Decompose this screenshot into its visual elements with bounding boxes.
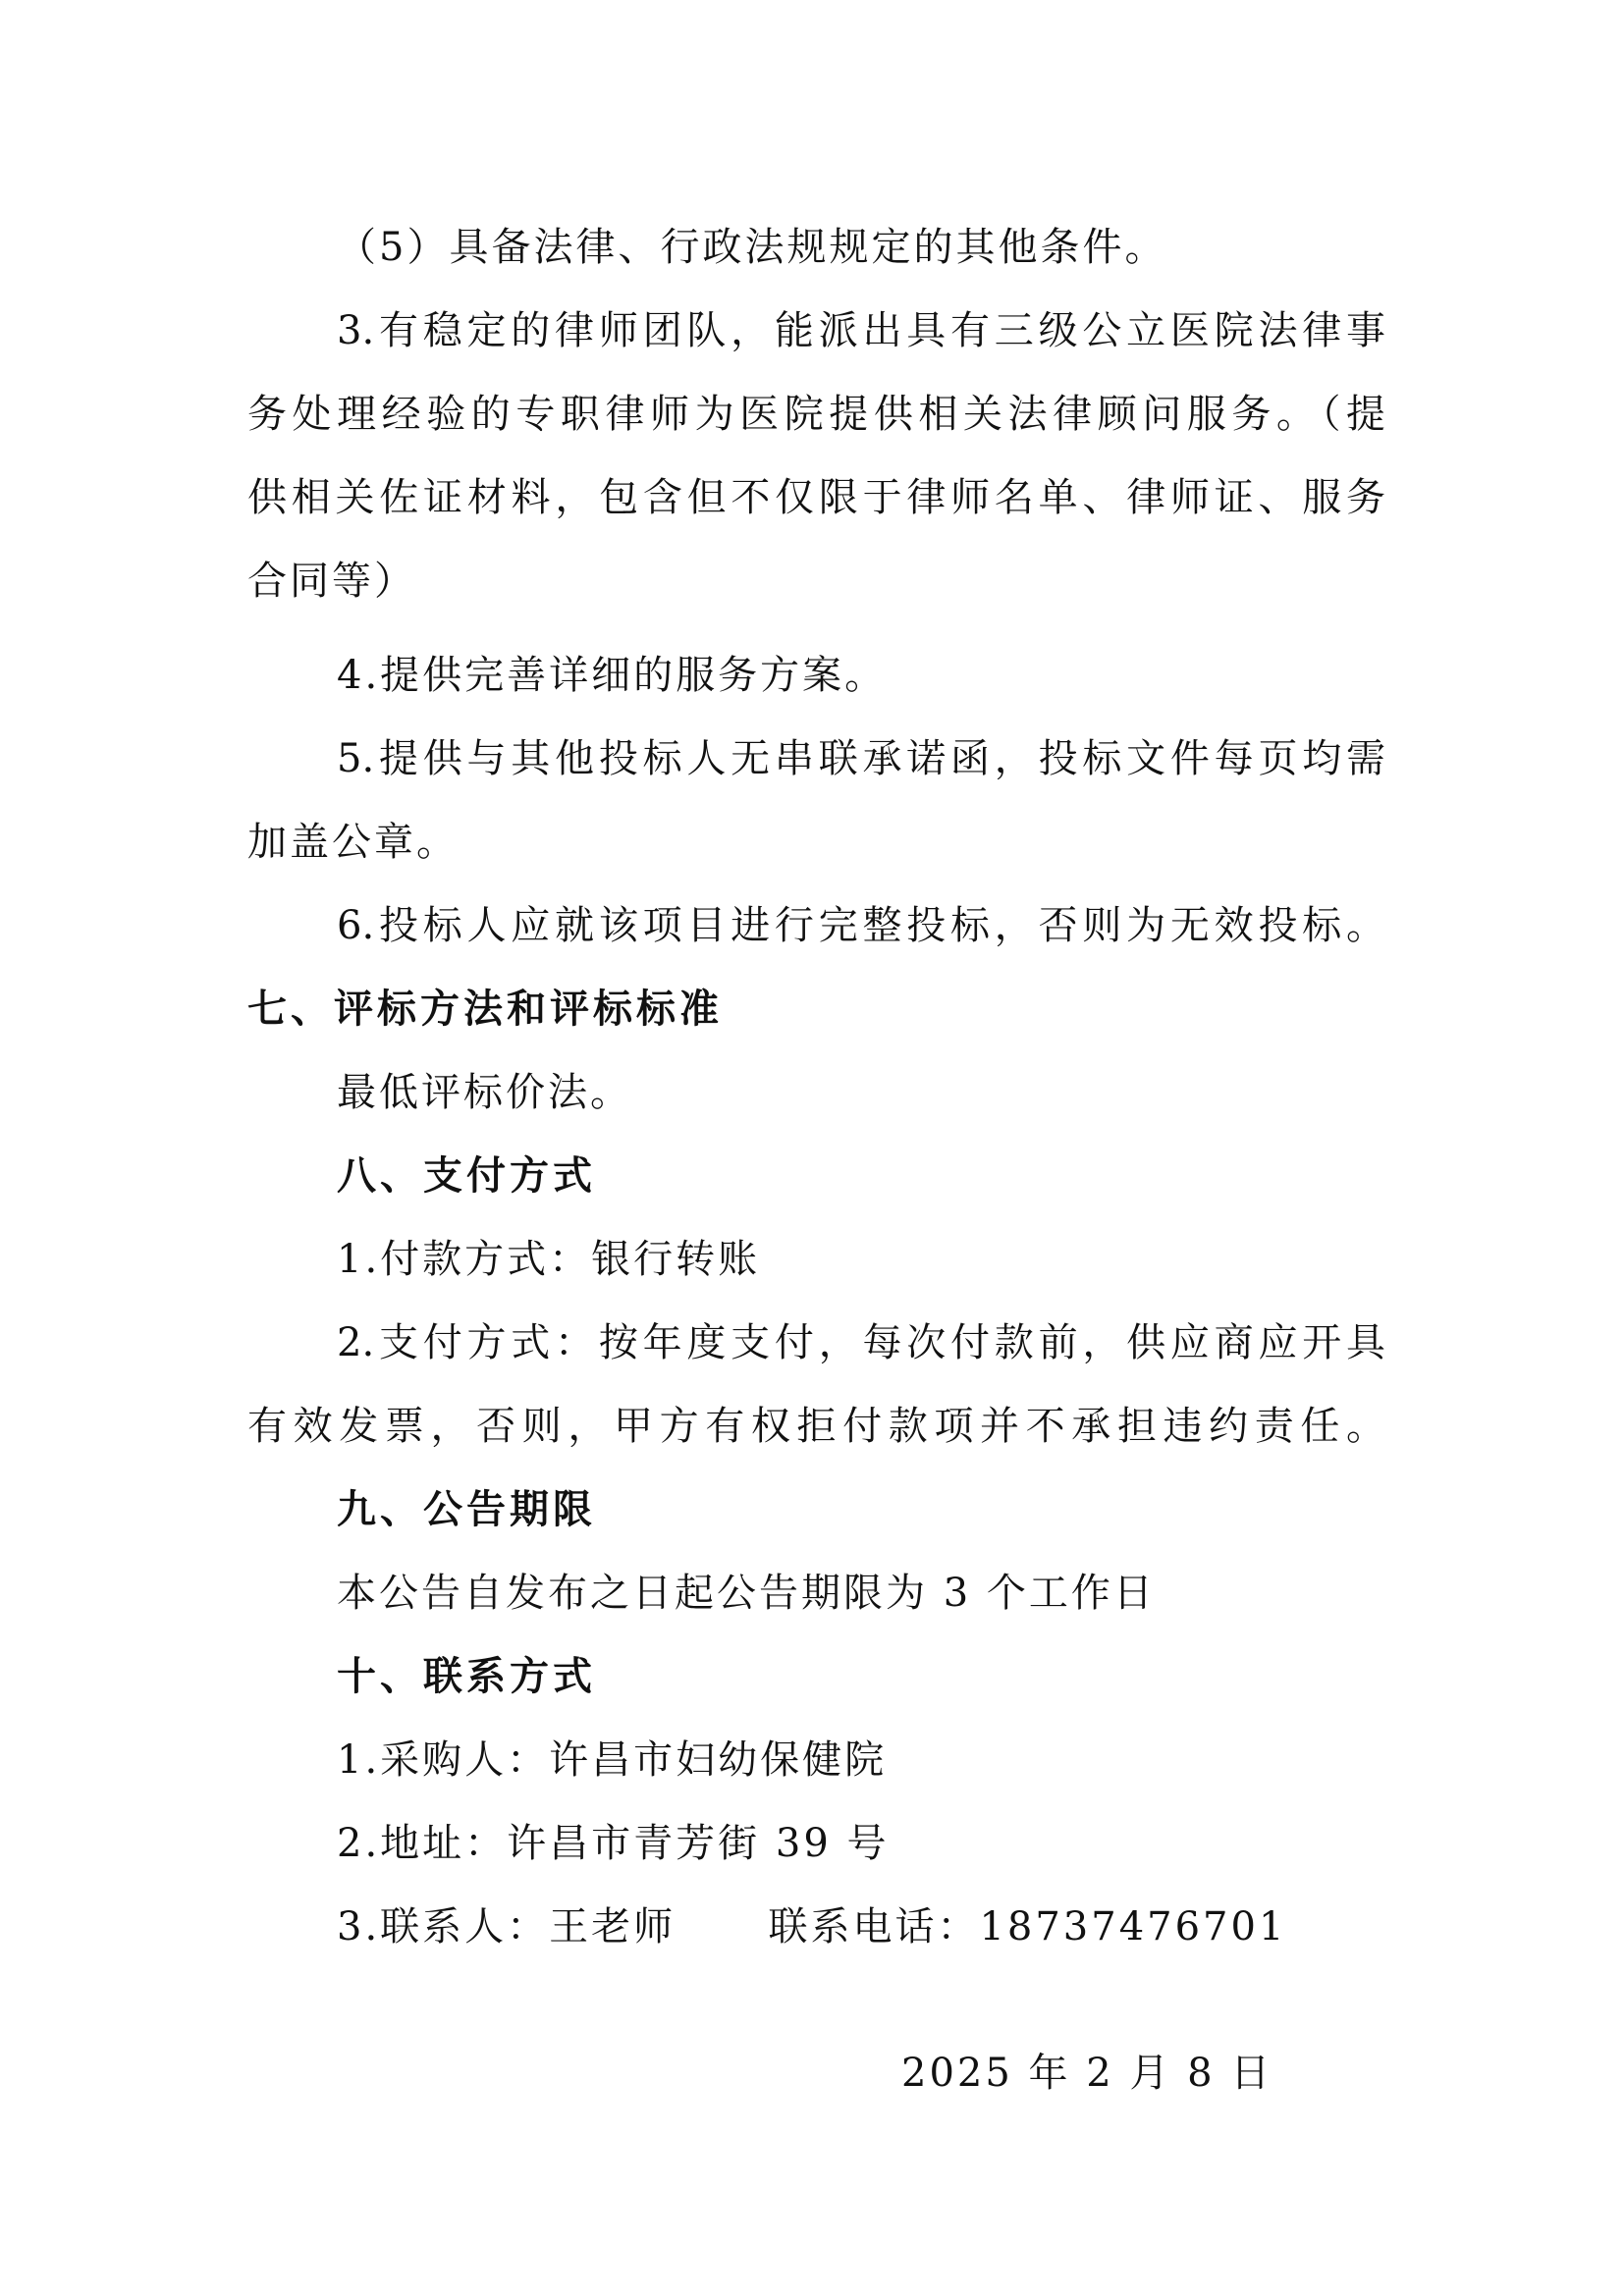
requirement-4: 4.提供完善详细的服务方案。 [337,653,888,698]
section-9-content: 本公告自发布之日起公告期限为 3 个工作日 [337,1571,1156,1616]
section-10-heading: 十、联系方式 [337,1654,596,1699]
section-7-heading: 七、评标方法和评标标准 [247,987,723,1032]
contact-purchaser: 1.采购人：许昌市妇幼保健院 [337,1737,888,1783]
requirement-5-line-1: 5.提供与其他投标人无串联承诺函，投标文件每页均需 [337,736,1385,781]
payment-terms-line-1: 2.支付方式：按年度支付，每次付款前，供应商应开具 [337,1320,1385,1365]
contact-person-phone: 3.联系人：王老师 联系电话：18737476701 [337,1904,1287,1949]
requirement-3-line-1: 3.有稳定的律师团队，能派出具有三级公立医院法律事 [337,308,1385,353]
contact-address: 2.地址：许昌市青芳街 39 号 [337,1821,890,1866]
requirement-5-line-2: 加盖公章。 [247,820,459,865]
requirement-3-line-4: 合同等） [247,559,416,604]
section-8-heading: 八、支付方式 [337,1153,596,1199]
payment-terms-line-2: 有效发票，否则，甲方有权拒付款项并不承担违约责任。 [247,1404,1385,1449]
qualification-item-5: （5）具备法律、行政法规规定的其他条件。 [337,225,1167,270]
section-7-content: 最低评标价法。 [337,1070,632,1115]
payment-method: 1.付款方式：银行转账 [337,1237,761,1282]
document-date: 2025 年 2 月 8 日 [901,2051,1273,2096]
requirement-6: 6.投标人应就该项目进行完整投标，否则为无效投标。 [337,903,1385,948]
requirement-3-line-2: 务处理经验的专职律师为医院提供相关法律顾问服务。（提 [247,392,1385,437]
requirement-3-line-3: 供相关佐证材料，包含但不仅限于律师名单、律师证、服务 [247,475,1385,520]
section-9-heading: 九、公告期限 [337,1487,596,1532]
